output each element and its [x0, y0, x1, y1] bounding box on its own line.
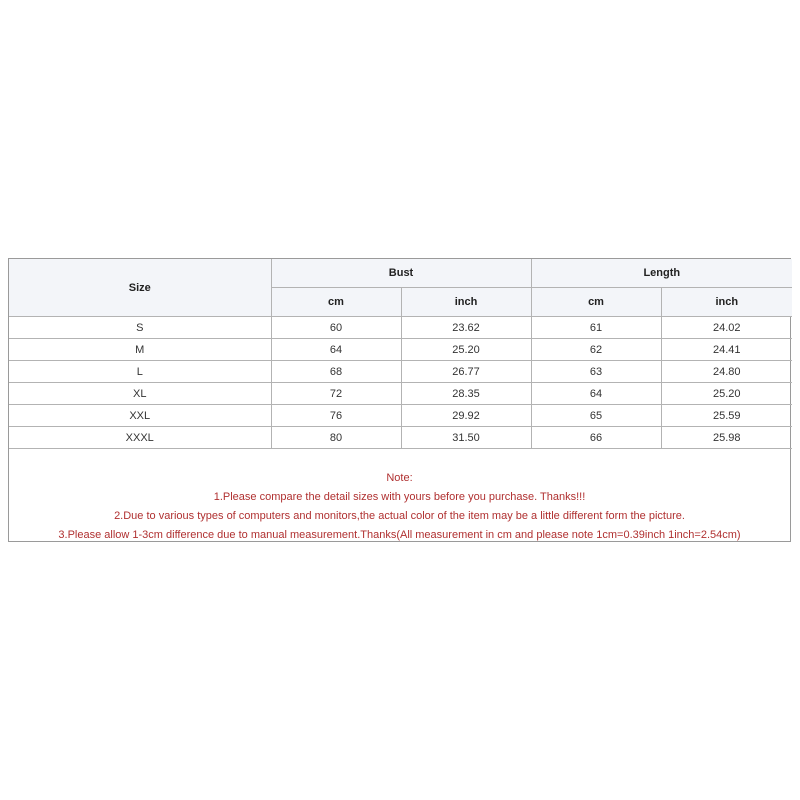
table-row [9, 339, 792, 361]
cell-size: L [9, 361, 271, 383]
cell-length-inch: 24.80 [661, 361, 792, 383]
cell-size: XL [9, 383, 271, 405]
cell-size: XXL [9, 405, 271, 427]
cell-bust-cm: 80 [271, 427, 401, 449]
cell-bust-inch: 28.35 [401, 383, 531, 405]
header-bust-inch: inch [401, 288, 531, 317]
note-line-3: 3.Please allow 1-3cm difference due to manual measurement.Thanks(All measurement in cm and please note 1cm=0.39inch 1inch=2.54cm) [58, 529, 741, 541]
cell-bust-inch: 25.20 [401, 339, 531, 361]
cell-bust-inch: 26.77 [401, 361, 531, 383]
cell-bust-cm: 68 [271, 361, 401, 383]
cell-length-inch: 24.41 [661, 339, 792, 361]
cell-length-cm: 65 [531, 405, 661, 427]
cell-bust-inch: 29.92 [401, 405, 531, 427]
note-line-2: 2.Due to various types of computers and monitors,the actual color of the item may be a little different form the picture. [114, 510, 685, 522]
cell-length-inch: 25.59 [661, 405, 792, 427]
size-chart [8, 258, 791, 542]
header-size: Size [9, 259, 271, 317]
cell-bust-inch: 31.50 [401, 427, 531, 449]
table-row [9, 427, 792, 449]
cell-length-inch: 24.02 [661, 317, 792, 339]
cell-length-inch: 25.20 [661, 383, 792, 405]
cell-size: M [9, 339, 271, 361]
table-row [9, 361, 792, 383]
header-bust: Bust [271, 259, 531, 288]
header-length-cm: cm [531, 288, 661, 317]
cell-bust-cm: 60 [271, 317, 401, 339]
header-length: Length [531, 259, 792, 288]
cell-length-cm: 64 [531, 383, 661, 405]
cell-length-cm: 66 [531, 427, 661, 449]
cell-length-cm: 62 [531, 339, 661, 361]
cell-size: XXXL [9, 427, 271, 449]
table-row [9, 405, 792, 427]
cell-length-inch: 25.98 [661, 427, 792, 449]
cell-bust-cm: 72 [271, 383, 401, 405]
cell-size: S [9, 317, 271, 339]
header-bust-cm: cm [271, 288, 401, 317]
note-line-1: 1.Please compare the detail sizes with yours before you purchase. Thanks!!! [213, 491, 586, 503]
note-title: Note: [386, 472, 413, 484]
cell-bust-cm: 64 [271, 339, 401, 361]
cell-bust-cm: 76 [271, 405, 401, 427]
header-length-inch: inch [661, 288, 792, 317]
size-table [9, 259, 792, 449]
cell-length-cm: 61 [531, 317, 661, 339]
table-header-row [9, 259, 792, 288]
cell-bust-inch: 23.62 [401, 317, 531, 339]
table-row [9, 383, 792, 405]
cell-length-cm: 63 [531, 361, 661, 383]
note-section [9, 469, 790, 545]
table-row [9, 317, 792, 339]
